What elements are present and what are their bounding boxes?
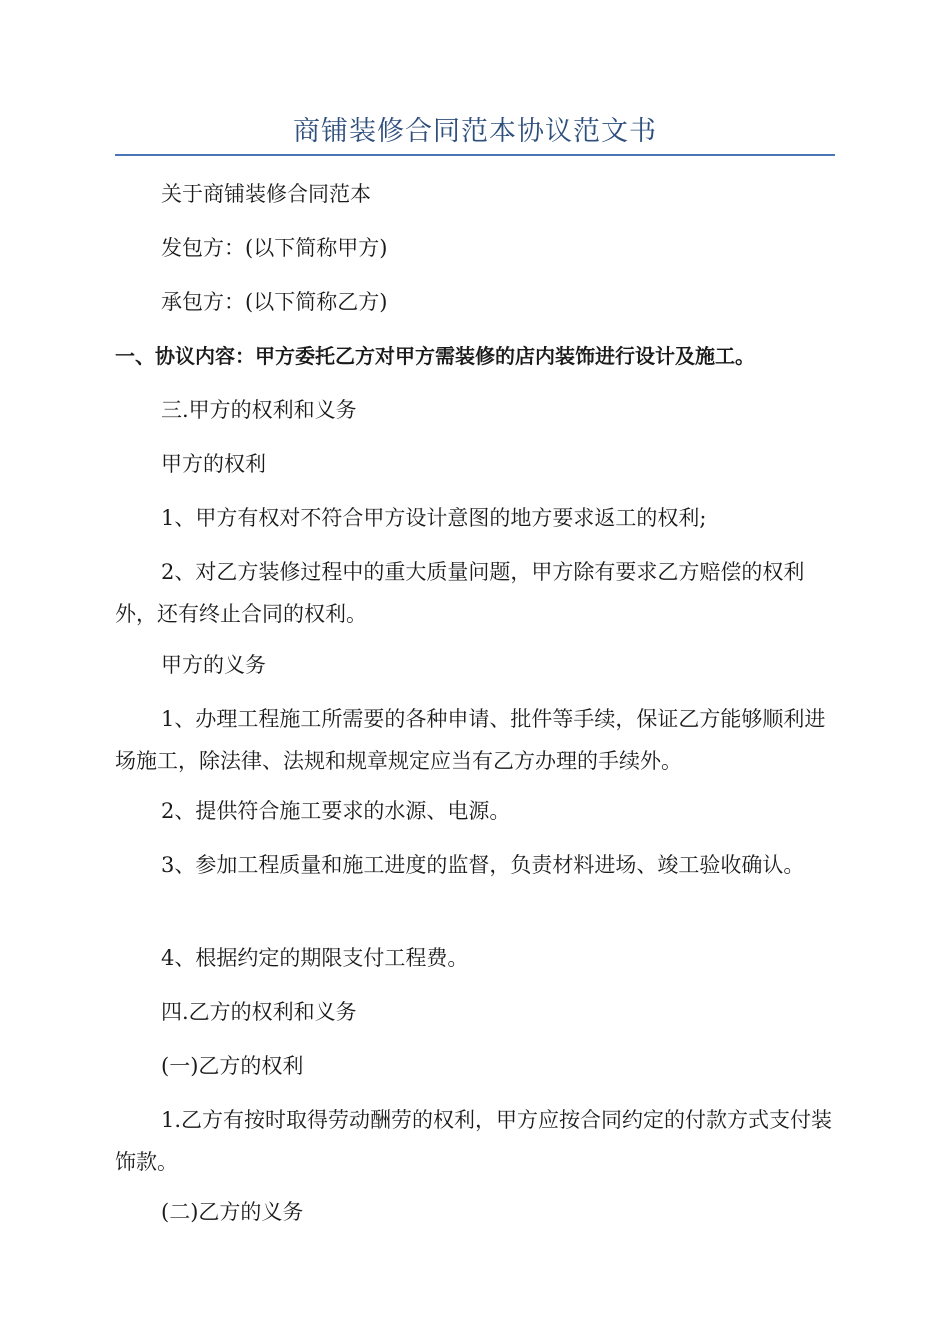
paragraph-party-b-rights: (一)乙方的权利 (161, 1054, 304, 1078)
paragraph-party-a-duties: 甲方的义务 (161, 653, 266, 677)
paragraph-a-right-2: 2、对乙方装修过程中的重大质量问题，甲方除有要求乙方赔偿的权利外，还有终止合同的权利。 (115, 560, 805, 626)
paragraph-section-3: 三.甲方的权利和义务 (161, 398, 357, 422)
paragraph-party-a-rights: 甲方的权利 (161, 452, 266, 476)
paragraph-party-a: 发包方：(以下简称甲方) (161, 236, 388, 260)
paragraph-b-right-1: 1.乙方有按时取得劳动酬劳的权利，甲方应按合同约定的付款方式支付装饰款。 (115, 1108, 833, 1174)
title-underline (115, 154, 835, 156)
document-title: 商铺装修合同范本协议范文书 (293, 116, 657, 147)
paragraph-a-duty-3: 3、参加工程质量和施工进度的监督，负责材料进场、竣工验收确认。 (161, 853, 805, 877)
paragraph-a-right-1: 1、甲方有权对不符合甲方设计意图的地方要求返工的权利; (161, 506, 707, 530)
paragraph-a-duty-4: 4、根据约定的期限支付工程费。 (161, 946, 469, 970)
paragraph-a-duty-1: 1、办理工程施工所需要的各种申请、批件等手续，保证乙方能够顺利进场施工，除法律、法规和规章规定应当有乙方办理的手续外。 (115, 707, 826, 773)
paragraph-party-b: 承包方：(以下简称乙方) (161, 290, 388, 314)
paragraph-party-b-duties: (二)乙方的义务 (161, 1200, 304, 1224)
paragraph-section-4: 四.乙方的权利和义务 (161, 1000, 357, 1024)
section-heading-agreement: 一、协议内容：甲方委托乙方对甲方需装修的店内装饰进行设计及施工。 (115, 344, 755, 368)
paragraph-intro: 关于商铺装修合同范本 (161, 182, 371, 206)
paragraph-a-duty-2: 2、提供符合施工要求的水源、电源。 (161, 799, 511, 823)
